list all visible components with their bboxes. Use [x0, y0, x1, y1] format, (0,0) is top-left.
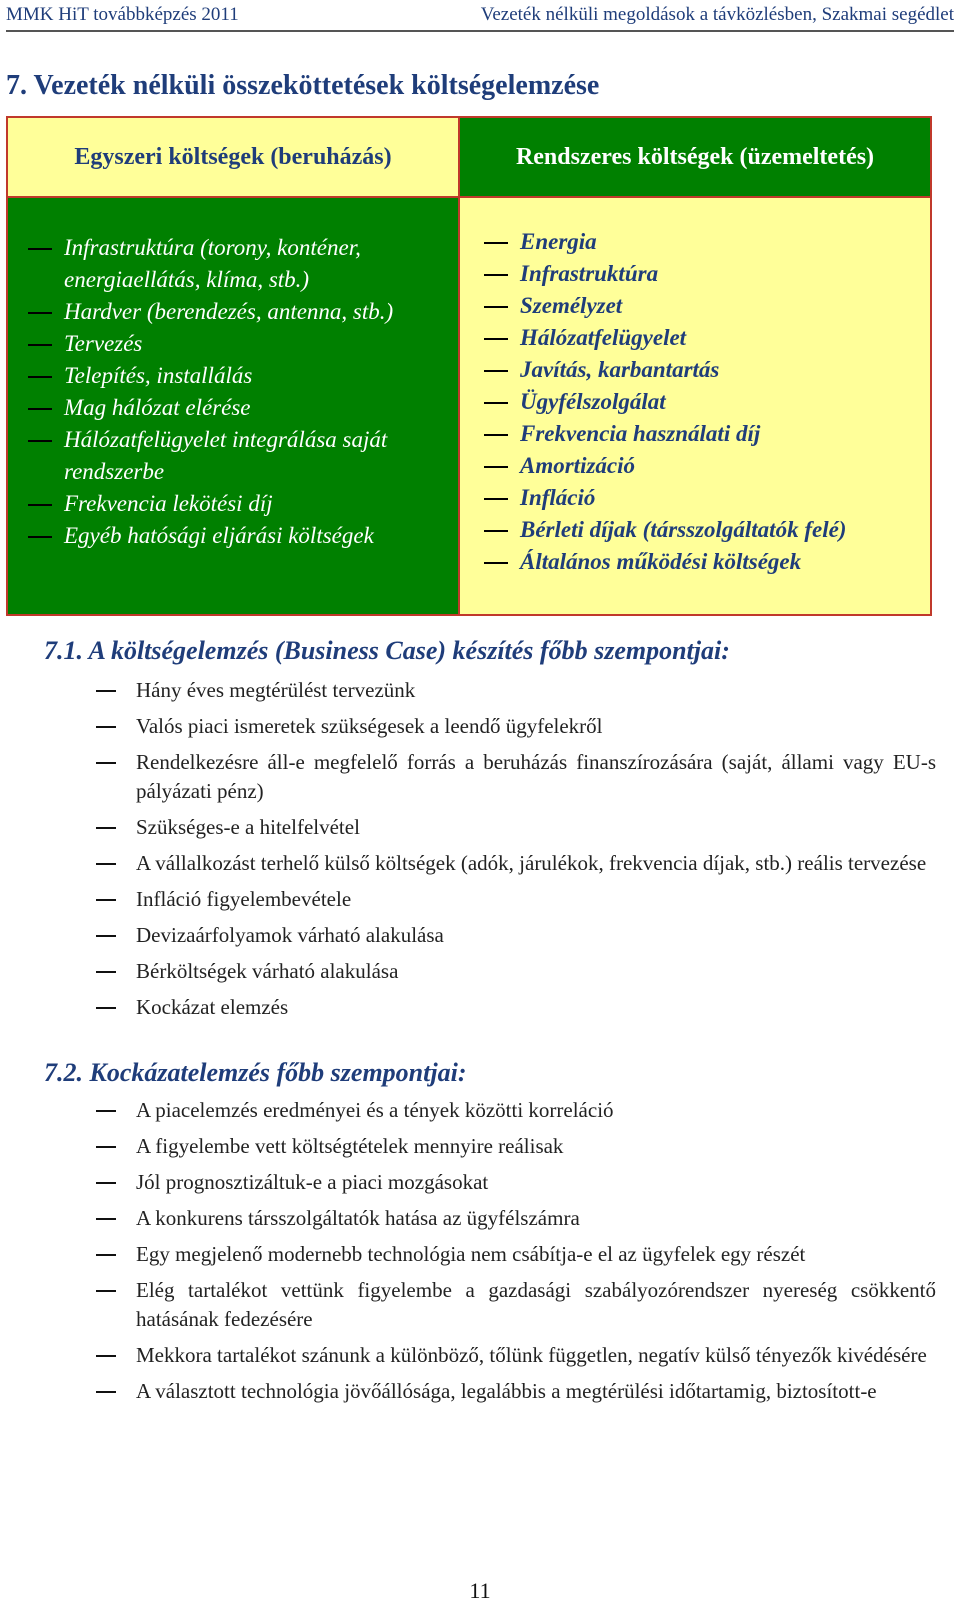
list-item: A konkurens társszolgáltatók hatása az ügyfélszámra: [96, 1204, 936, 1233]
list-item: Hálózatfelügyelet: [478, 322, 920, 354]
section-7-2-title: 7.2. Kockázatelemzés főbb szempontjai:: [44, 1058, 467, 1087]
list-item: Amortizáció: [478, 450, 920, 482]
section-7-1-list: [96, 676, 936, 1029]
cost-table: [6, 116, 932, 616]
list-item: Hány éves megtérülést tervezünk: [96, 676, 936, 705]
recurring-costs-header: Rendszeres költségek (üzemeltetés): [460, 118, 930, 198]
list-item: Infláció figyelembevétele: [96, 885, 936, 914]
list-item: Infrastruktúra (torony, konténer, energiaellátás, klíma, stb.): [22, 232, 448, 296]
list-item: Rendelkezésre áll-e megfelelő forrás a beruházás finanszírozására (saját, állami vagy EU-s pályázati pénz): [96, 748, 936, 806]
list-item: Bérleti díjak (társszolgáltatók felé): [478, 514, 920, 546]
list-item: Egy megjelenő modernebb technológia nem csábítja-e el az ügyfelek egy részét: [96, 1240, 936, 1269]
list-item: A piacelemzés eredményei és a tények közötti korreláció: [96, 1096, 936, 1125]
list-item: Infrastruktúra: [478, 258, 920, 290]
list-item: Személyzet: [478, 290, 920, 322]
list-item: Energia: [478, 226, 920, 258]
list-item: Frekvencia használati díj: [478, 418, 920, 450]
list-item: Hardver (berendezés, antenna, stb.): [22, 296, 448, 328]
list-item: Elég tartalékot vettünk figyelembe a gazdasági szabályozórendszer nyereség csökkentő hatásának fedezésére: [96, 1276, 936, 1334]
list-item: Egyéb hatósági eljárási költségek: [22, 520, 448, 552]
recurring-costs-cell: [460, 198, 930, 614]
list-item: Telepítés, installálás: [22, 360, 448, 392]
list-item: Általános működési költségek: [478, 546, 920, 578]
list-item: Mekkora tartalékot szánunk a különböző, tőlünk független, negatív külső tényezők kivédésére: [96, 1341, 936, 1370]
section-7-2-list: [96, 1096, 936, 1413]
list-item: Szükséges-e a hitelfelvétel: [96, 813, 936, 842]
list-item: A választott technológia jövőállósága, legalábbis a megtérülési időtartamig, biztosított-e: [96, 1377, 936, 1406]
one-time-costs-header: Egyszeri költségek (beruházás): [8, 118, 460, 198]
list-item: Ügyfélszolgálat: [478, 386, 920, 418]
one-time-costs-list: [22, 232, 448, 552]
list-item: Kockázat elemzés: [96, 993, 936, 1022]
list-item: Javítás, karbantartás: [478, 354, 920, 386]
list-item: Tervezés: [22, 328, 448, 360]
list-item: Devizaárfolyamok várható alakulása: [96, 921, 936, 950]
list-item: Mag hálózat elérése: [22, 392, 448, 424]
page-number: 11: [469, 1578, 491, 1603]
page-header: [6, 0, 954, 32]
one-time-costs-cell: [8, 198, 460, 614]
list-item: Hálózatfelügyelet integrálása saját rendszerbe: [22, 424, 448, 488]
section-7-1-title: 7.1. A költségelemzés (Business Case) készítés főbb szempontjai:: [44, 636, 730, 665]
chapter-title: 7. Vezeték nélküli összeköttetések költségelemzése: [6, 70, 600, 101]
list-item: Jól prognosztizáltuk-e a piaci mozgásokat: [96, 1168, 936, 1197]
header-left-text: MMK HiT továbbképzés 2011: [6, 4, 239, 25]
list-item: A figyelembe vett költségtételek mennyire reálisak: [96, 1132, 936, 1161]
list-item: A vállalkozást terhelő külső költségek (adók, járulékok, frekvencia díjak, stb.) reális tervezése: [96, 849, 936, 878]
list-item: Infláció: [478, 482, 920, 514]
list-item: Frekvencia lekötési díj: [22, 488, 448, 520]
header-right-text: Vezeték nélküli megoldások a távközlésben, Szakmai segédlet: [480, 4, 954, 25]
recurring-costs-list: [478, 226, 920, 578]
list-item: Bérköltségek várható alakulása: [96, 957, 936, 986]
list-item: Valós piaci ismeretek szükségesek a leendő ügyfelekről: [96, 712, 936, 741]
